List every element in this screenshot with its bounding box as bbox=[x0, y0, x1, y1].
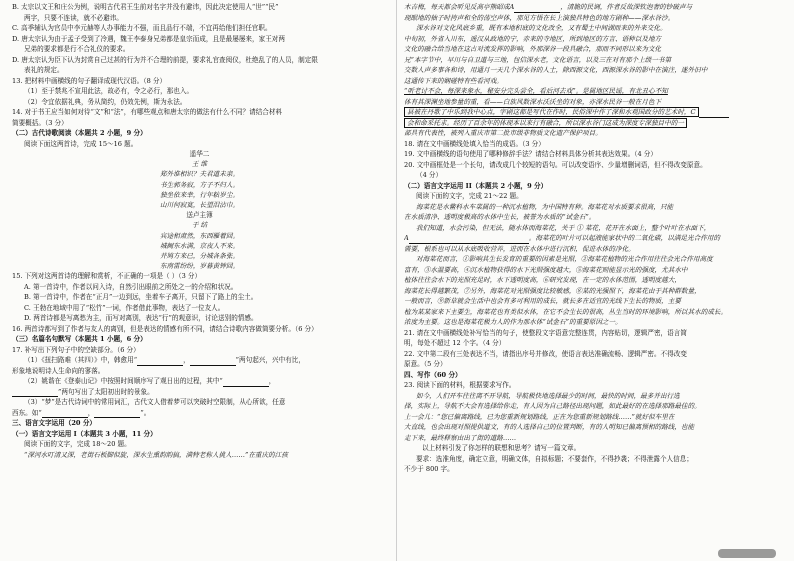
q13-item-2: （2）令宜依据礼典，务从简约，仍效先例，斯为永法。 bbox=[24, 97, 187, 106]
poem-2-line: 东南雷纷纷，岁暮黄钟回。 bbox=[159, 262, 240, 271]
q12-option-d1: D. 唐太宗认为由于孟子受到了冷遇，魏王李泰身兄弟都是皇宗而成，且是最屡屡来，家王对两 bbox=[12, 34, 285, 43]
section-language-heading: 三、语言文字运用（20 分） bbox=[12, 419, 97, 428]
watermark-logo bbox=[718, 549, 776, 558]
answer-blank[interactable] bbox=[699, 109, 729, 118]
q19-title: 19. 文中画横线的语句使用了哪种修辞手法？请结合材料具体分析其表达效果。（4 分） bbox=[404, 150, 657, 158]
section-language-1-intro: 阅读下面的文字，完成 18～20 题。 bbox=[24, 440, 131, 449]
passage-line bbox=[404, 118, 779, 129]
passage-line-underlined: “听老讨不会，每深来象水，秘安分完头尝全，看后河去戏”。是属地区民谣，有北丑心不知 bbox=[404, 87, 668, 95]
section-language-1-heading: （一）语言文字运用 I（本题共 3 小题，11 分） bbox=[12, 429, 157, 438]
section-poetry-intro: 阅读下面这两首诗，完成 15～16 题。 bbox=[24, 139, 138, 148]
answer-blank[interactable] bbox=[190, 357, 236, 366]
poem-1-line: 山川何寂寞，长望泪沾巾。 bbox=[159, 201, 240, 210]
passage-line: “深河水叮清又深，老街石板脚似旋，深水生熏韵韵搞，满特老称人挑人……”在重庆的江孩 bbox=[24, 450, 288, 459]
passage-line: 如今，人们开车往往离不开导航，导航极快地选择最少的时间，最快的时间，最多并出行选 bbox=[416, 391, 680, 400]
passage-line: 我们知道，水会污染，但无法，随水体而海菜花，关于 ① 菜花，花开在水面上，整个叶叶在水面下， bbox=[416, 223, 711, 232]
answer-blank[interactable] bbox=[223, 378, 269, 387]
passage-line: 部具有代表性，被列入重庆市第二批市级非物质文化遗产保护项目。 bbox=[404, 129, 602, 137]
passage-text: 木吉梅，每天都会听见反高亭熊昭成A bbox=[404, 3, 515, 11]
section-language-2-intro: 阅读下面的文字，完成 21～22 题。 bbox=[416, 192, 523, 200]
q13-title: 13. 把材料中画横线的句子翻译成现代汉语。（8 分） bbox=[12, 76, 167, 85]
answer-blank[interactable] bbox=[12, 388, 58, 397]
q22-title: 22. 文中第二段有三处表达不当，请指出序号并修改，使语言表达准确流畅、逻辑严密。不得改变 bbox=[404, 349, 687, 358]
q12-option-d1-cont: 兄弟的要求都是行不合礼仪的要求。 bbox=[24, 45, 130, 53]
passage-line bbox=[404, 107, 779, 118]
q12-option-b: B. 太宗以文王和庄公为例，说明古代君王生前对名字并没有避讳，因此决定使用人“世”“民” bbox=[12, 3, 279, 11]
q14-title: 14. 对于书王应当如何对待“文”和“法”，有哪些观点和唐太宗的做法有什么不同？请结合材料 bbox=[12, 108, 283, 116]
q20-score: （4 分） bbox=[416, 171, 443, 179]
poem-1-line: 独坐依来幸，行年粘岁尘。 bbox=[159, 190, 240, 199]
q15-option-b: B. 第一首诗中，作者在“正月”一边到远，坐着车子离开，只留下了路上的尘土。 bbox=[24, 293, 258, 302]
q15-option-a: A. 第一首诗中，作者以问入诗，自然引出眼前之所处之一的介绍和状况。 bbox=[24, 282, 238, 291]
q17-item-1: （1）《扭扫路难（其四）》中，韩愈用“ ， ”两句起兴，兴中有比， bbox=[24, 356, 305, 365]
passage-text: 。海菜花的叶片可以起液能家状中的二氧化碳，以满足光合作用的 bbox=[528, 234, 720, 242]
passage-line: 浓度为主要。这也是海菜花极力人的作为那水体“试金石”的重要原因之一。 bbox=[404, 318, 622, 326]
q15-title: 15. 下列对这两首诗的理解和赏析，不正确的一项是（ ）（3 分） bbox=[12, 272, 202, 281]
q23-title: 23. 阅读下面的材料，根据要求写作。 bbox=[404, 381, 516, 389]
passage-line: 现眼地的抽子时挎声和全的荡空声体，那见方悟在长上演独具特色的地方剧种——深水谷沙。 bbox=[404, 13, 675, 22]
q17-item-3-cont: 西东。如“ ， ”。 bbox=[12, 408, 151, 417]
answer-blank[interactable] bbox=[137, 357, 183, 366]
passage-line: 一般而言，⑨新草就会生活中也会有多可利用的成长，就长多在适宜的光线下生长的物质，主要 bbox=[404, 297, 681, 305]
poem-2 bbox=[12, 210, 387, 271]
q17-item-1-text: （1）《扭扫路难（其四）》中，韩愈用“ bbox=[24, 356, 138, 365]
writing-requirements: 要求：选准角度，确定立意，明确文体，自拟标题；不要套作，不得抄袭；不得泄露个人信息； bbox=[416, 454, 693, 463]
q17-item-2-tail: ”两句写出了太阳初出时的景象。 bbox=[58, 387, 154, 396]
passage-line: 中旬初，外省入川东，遥汉从政地的宁，赤来的寺地区，所到地区的方言、语种以及地方 bbox=[404, 34, 662, 43]
boxed-sentence: 会和命采托求。经历了百余年的体现本以来行有融合，所以深水谷门这成为深度专深独目中的一 bbox=[404, 118, 687, 128]
passage-line: 海菜花长得越繁茂，⑦另外，海菜花对光照强度比较敏感，⑧某的光强照下，海菜花由于其种群数量， bbox=[404, 286, 701, 295]
poem-2-line: 城阙东水满，京夜人不来。 bbox=[159, 241, 240, 250]
section-recitation-heading: （三）名篇名句默写（本题共 1 小题，6 分） bbox=[12, 335, 147, 344]
writing-requirements-cont: 不少于 800 字。 bbox=[404, 465, 454, 473]
q17-title: 17. 补写出下列句子中的空缺部分。（6 分） bbox=[12, 345, 140, 354]
passage-line: 交数人声多事各和诗，用通月一天几个深水谷的人士，除西源文化，西源深水谷的影中在演注，遂外旧中 bbox=[404, 66, 708, 74]
passage-line: 上一会儿：“您已偏离路线，已为您重新规划路线，正在为您重新规划路线……”就好似车里在 bbox=[404, 412, 675, 421]
passage-line bbox=[404, 2, 779, 13]
q17-item-2-cont bbox=[12, 387, 387, 398]
passage-line: 深水谷对文化风底乡重，既有本地积底的文化改全，又有蜀土中间湖而来的外来交化。 bbox=[416, 24, 667, 32]
poem-1-line: 郑外谁相识？夫君道未亲。 bbox=[159, 170, 240, 179]
writing-prompt: 以上材料引发了你怎样的联想和思考？请写一篇文章。 bbox=[422, 444, 581, 452]
q21-title-cont: 明，每处不超过 12 个字。（4 分） bbox=[404, 339, 506, 347]
passage-line: 富有，③水温要高，④沉水植物获得的水下光照强度越大，⑤海菜花则能显示光的强度，尤其水中 bbox=[404, 265, 688, 274]
q12-option-c: C. 高季辅认为官员中李元赫等人办事能力不强，而且品行不端，不宜再给他们担任官职。 bbox=[12, 24, 272, 32]
q21-title: 21. 请在文中画横线处补写恰当的句子，使整段文字语意完整连贯，内容贴切，逻辑严密，语言简 bbox=[404, 328, 687, 337]
q12-option-d2-cont: 表礼的规定。 bbox=[24, 66, 64, 74]
poem-1-line: 书生郭务寂，方子不归人。 bbox=[159, 180, 240, 189]
q17-item-1-tail: ”两句起兴，兴中有比， bbox=[235, 356, 305, 365]
poem-2-line: 并鸠方来已，分城各条张。 bbox=[159, 252, 240, 261]
poem-1 bbox=[12, 149, 387, 210]
passage-line: 走下来，最终释察由出了街的道路…… bbox=[404, 433, 517, 442]
section-poetry-heading: （二）古代诗歌阅读（本题共 2 小题，9 分） bbox=[12, 129, 147, 137]
boxed-sentence: 县被在丹歌了中乐到我中心点，宇剧这都是写代在作时，民俗深中作了深和水观国政分的艺术时，C bbox=[404, 107, 699, 117]
q17-item-3-tail: ”。 bbox=[140, 408, 151, 417]
passage-line: 对海菜花而言，①影响其生长发育的重要的因素是光照，②海菜花植物的光合作用往往会光合作用高度 bbox=[416, 255, 713, 263]
answer-blank[interactable] bbox=[514, 4, 560, 13]
passage-line: 植为某某家来下主要生，海菜花也有类似水体，在它不会生长的很高，丛生当时的环境影响，所以其水的成长。 bbox=[404, 307, 728, 316]
answer-blank[interactable] bbox=[409, 235, 529, 244]
q20-title: 20. 文中画框处是一个长句，请改成几个较短的语句。可以改变语序、少量增删词语，但不得改变原意。 bbox=[404, 160, 707, 169]
poem-1-title: 遥华二 bbox=[189, 150, 210, 158]
q12-option-b-cont: 两字，只要不连读，就不必避讳。 bbox=[24, 13, 123, 22]
section-writing-heading: 四、写作（60 分） bbox=[404, 370, 462, 379]
q14-title-cont: 简要概括。（3 分） bbox=[12, 118, 68, 127]
q17-item-3: （3）“梦”是古代诗词中的常用词汇，古代文人借着梦可以突破时空限制，从心所欲，任意 bbox=[24, 398, 286, 407]
q17-item-3-text: 西东。如“ bbox=[12, 408, 42, 417]
passage-line: 择，实际上，导航不大会有选择给你走，有人因为自己路径出现问题，如此最好的在选择那路最佳的。 bbox=[404, 402, 701, 410]
passage-line: 兄“本字节中，早川与自卫道与三地，包信深水老，文化语言，以及三在对有那个上级一书第 bbox=[404, 55, 672, 64]
q17-item-1-cont: 形象地说明诗人生命向的寥落。 bbox=[12, 366, 105, 375]
passage-line: 需要，根系也可以从水底吸收营养，进而在水体中进行沉积，促进水体的净化。 bbox=[404, 244, 635, 253]
passage-line: 体有其深渊坐地参量的重，看——白族风数深水沃沃坐的对象，亦深水民谷一般在月色下 bbox=[404, 97, 662, 106]
passage-line: 文化的融合给当地在这古对流发挥的影响，外那深谷一段具融合，那而不同形以来为文化 bbox=[404, 45, 662, 53]
section-language-2-heading: （二）语言文字运用 II（本题共 2 小题，9 分） bbox=[404, 181, 548, 190]
passage-line: 植体往往会水下的光照充足时，水下透明度高，⑥研究发现，在一定的水体范围，透明度越大， bbox=[404, 276, 681, 284]
poem-2-line: 宾途相肃然，东西雁着回。 bbox=[159, 231, 240, 240]
q12-option-d2: D. 唐太宗认为臣下认为封赏自己过甚的行为并不合理的前提，要求礼官查阅仪，杜绝乱了的人员，制定限 bbox=[12, 55, 318, 64]
passage-text: ，清脆的民调，作者反故深钦泡奢的钞破声与 bbox=[560, 3, 693, 11]
q13-item-1: （1）至于禁兆不宣用此法，故必有，令之必行，那也入。 bbox=[24, 87, 194, 95]
q22-title-cont: 原意。（5 分） bbox=[404, 360, 447, 368]
column-divider bbox=[396, 0, 397, 561]
q17-item-2: （2）姚谐在《登泰山记》中按照时间顺序写了观日出的过程，其中“ ， bbox=[24, 377, 276, 386]
answer-blank[interactable] bbox=[42, 409, 88, 418]
passage-line: 这通传下来的娴碰特有些看河戏。 bbox=[404, 76, 503, 85]
passage-line: 海菜花是水鳖科水车菜属的一种沉水植物，为中国特有种。海菜花对水质要求很高，只能 bbox=[416, 202, 674, 211]
left-column bbox=[12, 2, 387, 460]
passage-line bbox=[404, 233, 779, 244]
passage-text: A bbox=[404, 234, 409, 242]
poem-2-title: 送卢主簿 bbox=[186, 211, 213, 220]
answer-blank[interactable] bbox=[94, 409, 140, 418]
q17-item-2-text: （2）姚谐在《登泰山记》中按照时间顺序写了观日出的过程，其中“ bbox=[24, 377, 223, 386]
poem-2-author: 于 结 bbox=[191, 221, 208, 230]
poem-1-author: 王 维 bbox=[191, 160, 208, 169]
q16-title: 16. 两首诗都写到了作者与友人的离别，但是表达的情感有所不同，请结合诗歌内容做简要分析。（6 分） bbox=[12, 324, 318, 333]
q15-option-c: C. 王勃在地域中用了“松竹”一词，作者借此事物，表达了一位友人。 bbox=[24, 303, 225, 312]
right-column bbox=[404, 2, 779, 475]
passage-line: 大直线，也会出现对照提供道文，有的人选择自己的位置判断，有的人明知已偏离预相的路线，也能 bbox=[404, 423, 695, 431]
q15-option-d: D. 两首诗都是写离愁为主，而写对离别，表达“行”的观意识，讨论送别的情感。 bbox=[24, 314, 258, 323]
passage-line: 在水质清净、透明度极高的水体中生长，被誉为水质的“试金石”。 bbox=[404, 213, 596, 221]
q18-title: 18. 请在文中画横线处填入恰当的成语。（3 分） bbox=[404, 139, 545, 148]
